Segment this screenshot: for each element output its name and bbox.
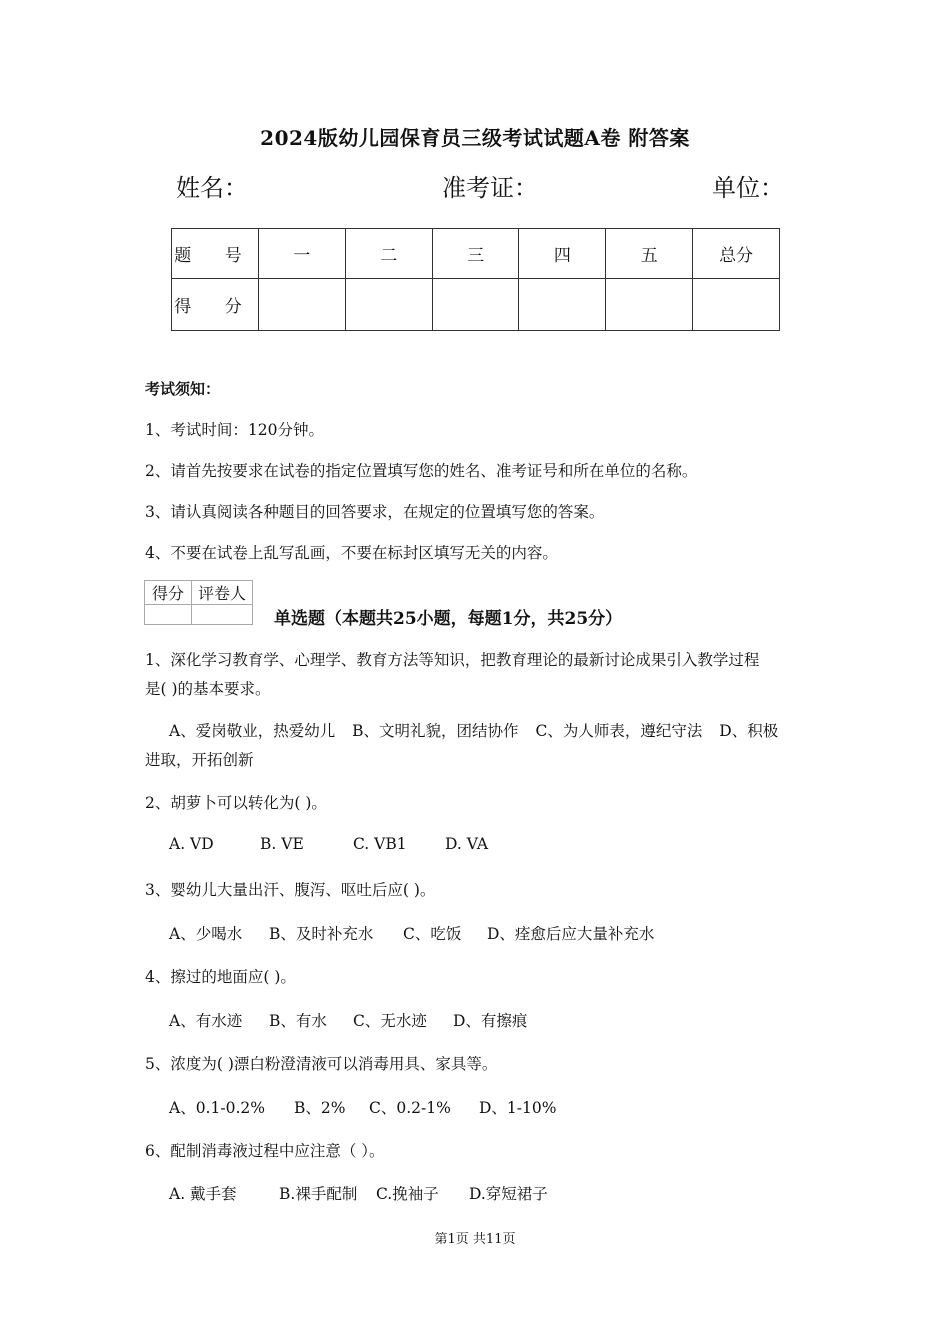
notice-item: 1、考试时间：120分钟。 bbox=[145, 421, 324, 439]
option-d[interactable]: D、1-10% bbox=[479, 1099, 557, 1117]
option-a[interactable]: A、爱岗敬业，热爱幼儿 bbox=[169, 722, 336, 740]
score-cell-total[interactable] bbox=[693, 279, 780, 331]
score-cell-4[interactable] bbox=[519, 279, 606, 331]
option-d[interactable]: D、痊愈后应大量补充水 bbox=[487, 925, 655, 943]
grader-name-label: 评卷人 bbox=[192, 581, 253, 605]
notice-item: 2、请首先按要求在试卷的指定位置填写您的姓名、准考证号和所在单位的名称。 bbox=[145, 462, 698, 480]
option-d[interactable]: D、有擦痕 bbox=[453, 1012, 528, 1030]
header-cell-question-no: 题 号 bbox=[172, 229, 259, 279]
question-stem: 3、婴幼儿大量出汗、腹泻、呕吐后应( )。 bbox=[145, 881, 436, 899]
option-b[interactable]: B. VE bbox=[260, 835, 304, 853]
header-cell-1: 一 bbox=[259, 229, 346, 279]
header-cell-2: 二 bbox=[345, 229, 432, 279]
name-label: 姓名： bbox=[176, 174, 248, 202]
unit-label: 单位： bbox=[712, 174, 784, 202]
grader-score-cell[interactable] bbox=[145, 605, 192, 625]
question-stem: 2、胡萝卜可以转化为( )。 bbox=[145, 794, 327, 812]
option-d[interactable]: D.穿短裙子 bbox=[469, 1185, 548, 1203]
option-a[interactable]: A、0.1-0.2% bbox=[169, 1099, 265, 1117]
notice-item: 4、不要在试卷上乱写乱画，不要在标封区填写无关的内容。 bbox=[145, 544, 558, 562]
option-b[interactable]: B、2% bbox=[294, 1099, 346, 1117]
option-c[interactable]: C、为人师表，遵纪守法 bbox=[535, 722, 703, 740]
option-c[interactable]: C、吃饭 bbox=[403, 925, 462, 943]
score-table-header-row bbox=[172, 229, 780, 279]
score-cell-2[interactable] bbox=[345, 279, 432, 331]
option-a[interactable]: A. VD bbox=[169, 835, 214, 853]
grader-name-cell[interactable] bbox=[192, 605, 253, 625]
grader-table bbox=[144, 580, 253, 625]
option-d[interactable]: D、积极 bbox=[719, 722, 779, 740]
option-b[interactable]: B、文明礼貌，团结协作 bbox=[352, 722, 519, 740]
option-c[interactable]: C. VB1 bbox=[353, 835, 407, 853]
score-cell-5[interactable] bbox=[606, 279, 693, 331]
option-d[interactable]: D. VA bbox=[445, 835, 489, 853]
option-a[interactable]: A、有水迹 bbox=[169, 1012, 243, 1030]
section-heading: 单选题（本题共25小题，每题1分，共25分） bbox=[274, 609, 623, 629]
option-b[interactable]: B.裸手配制 bbox=[279, 1185, 358, 1203]
score-cell-1[interactable] bbox=[259, 279, 346, 331]
header-cell-3: 三 bbox=[432, 229, 519, 279]
page-footer: 第1页 共11页 bbox=[434, 1232, 516, 1247]
score-table bbox=[171, 228, 780, 331]
option-continuation: 进取，开拓创新 bbox=[145, 751, 254, 769]
header-cell-total: 总分 bbox=[693, 229, 780, 279]
question-options bbox=[169, 1182, 548, 1204]
option-c[interactable]: C、0.2-1% bbox=[369, 1099, 451, 1117]
score-label-cell: 得 分 bbox=[172, 279, 259, 331]
question-options bbox=[169, 1096, 556, 1118]
option-b[interactable]: B、有水 bbox=[269, 1012, 327, 1030]
question-stem: 是( )的基本要求。 bbox=[145, 680, 271, 698]
option-b[interactable]: B、及时补充水 bbox=[269, 925, 374, 943]
question-options bbox=[169, 719, 778, 741]
score-table-score-row bbox=[172, 279, 780, 331]
header-cell-5: 五 bbox=[606, 229, 693, 279]
notice-item: 3、请认真阅读各种题目的回答要求，在规定的位置填写您的答案。 bbox=[145, 503, 605, 521]
option-c[interactable]: C.挽袖子 bbox=[376, 1185, 439, 1203]
question-stem: 1、深化学习教育学、心理学、教育方法等知识，把教育理论的最新讨论成果引入教学过程 bbox=[145, 651, 760, 669]
option-a[interactable]: A、少喝水 bbox=[169, 925, 243, 943]
exam-number-label: 准考证： bbox=[442, 174, 538, 202]
option-c[interactable]: C、无水迹 bbox=[353, 1012, 427, 1030]
score-cell-3[interactable] bbox=[432, 279, 519, 331]
notice-title: 考试须知： bbox=[145, 380, 221, 398]
header-cell-4: 四 bbox=[519, 229, 606, 279]
question-options bbox=[169, 922, 654, 944]
question-stem: 6、配制消毒液过程中应注意（ ）。 bbox=[145, 1142, 385, 1160]
question-options bbox=[169, 835, 488, 853]
grader-score-label: 得分 bbox=[145, 581, 192, 605]
question-options bbox=[169, 1009, 527, 1031]
question-stem: 5、浓度为( )漂白粉澄清液可以消毒用具、家具等。 bbox=[145, 1055, 498, 1073]
option-a[interactable]: A. 戴手套 bbox=[169, 1185, 237, 1203]
question-stem: 4、擦过的地面应( )。 bbox=[145, 968, 296, 986]
document-title: 2024版幼儿园保育员三级考试试题A卷 附答案 bbox=[260, 126, 690, 150]
